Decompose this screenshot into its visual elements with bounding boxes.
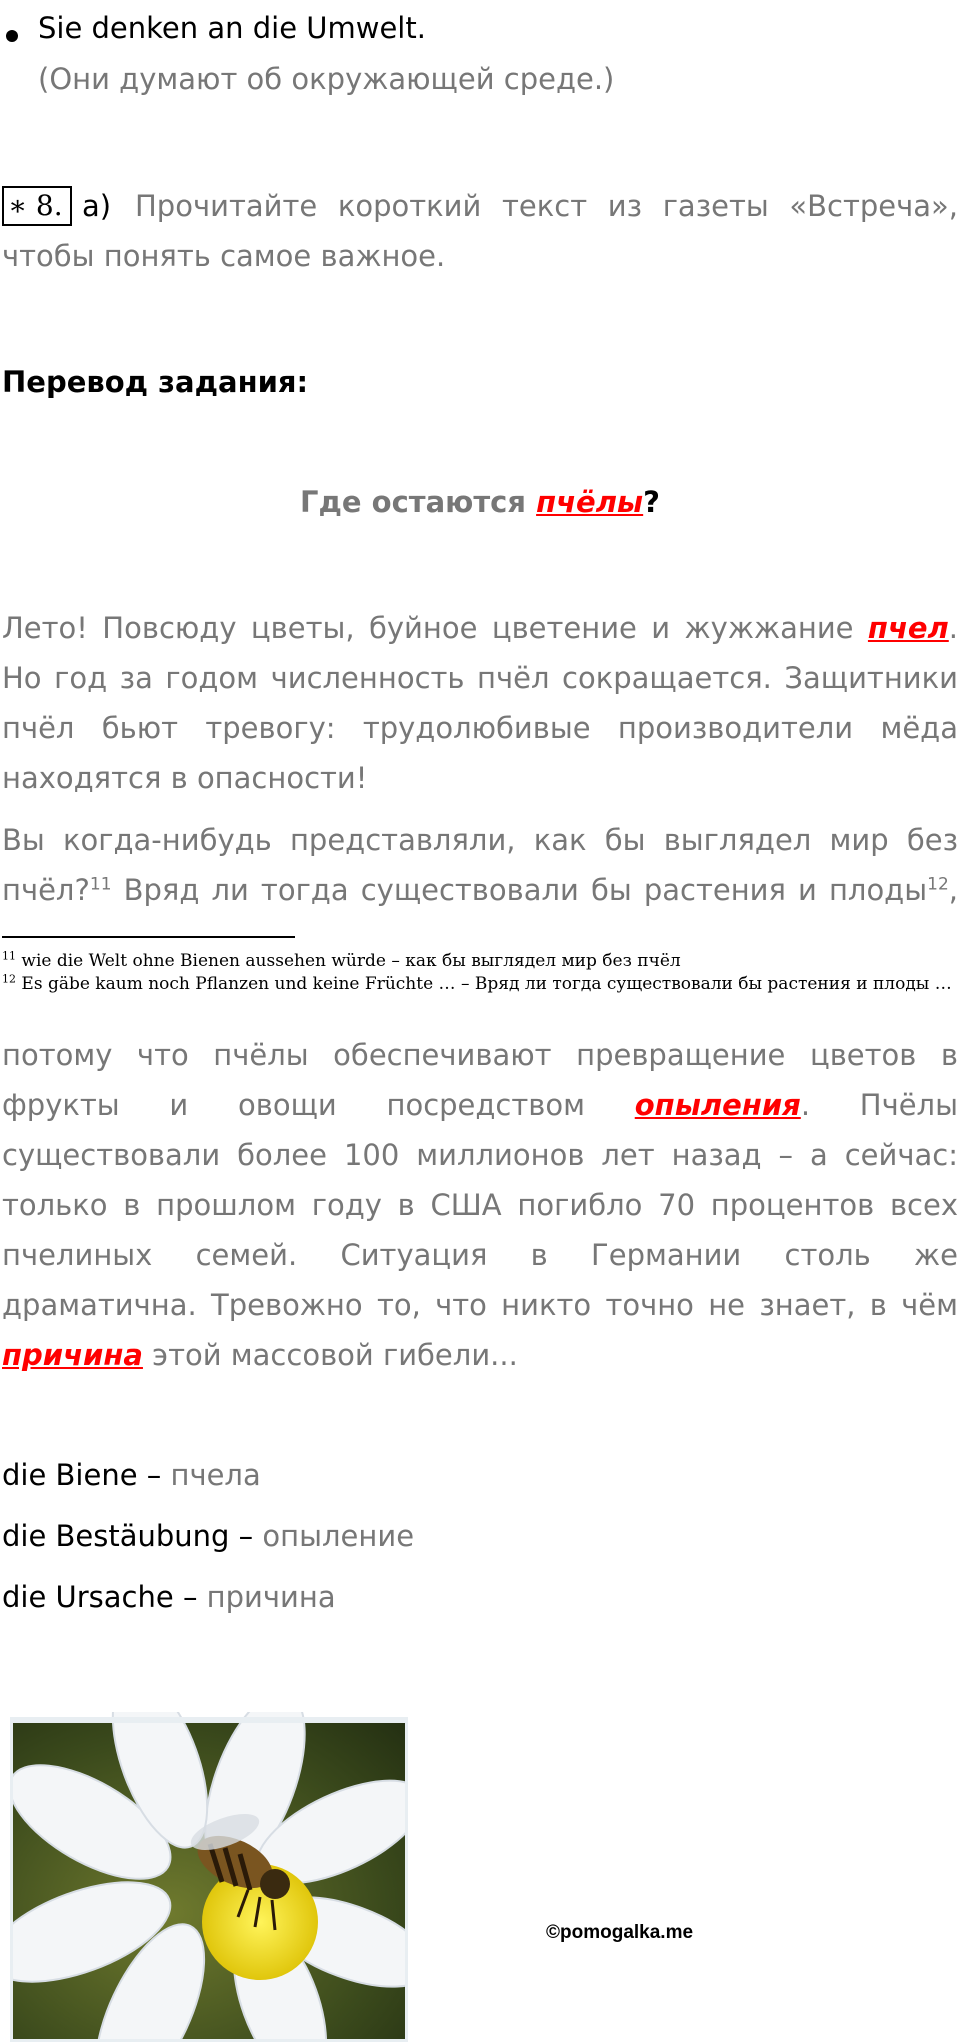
p2-line-1: Вы когда-нибудь представляли, как бы выглядел мир без [2, 823, 958, 857]
bullet-text: Sie denken an die Umwelt. [38, 11, 426, 45]
p1-line-1-highlight: пчел [867, 611, 949, 645]
footnote-12 [2, 973, 952, 996]
vocab-dash: – [137, 1458, 171, 1492]
p3-line-2-suffix: . Пчёлы [800, 1088, 958, 1122]
p1-line-3: пчёл бьют тревогу: трудолюбивые производители мёда [2, 711, 958, 745]
vocab-term: die Ursache [2, 1580, 174, 1614]
vocab-dash: – [173, 1580, 207, 1614]
task-letter: a) [82, 189, 112, 223]
p2-line-2 [2, 865, 958, 915]
p3-line-2-highlight: опыления [634, 1088, 801, 1122]
p3-line-7-suffix: этой массовой гибели... [142, 1338, 518, 1372]
vocab-term: die Bestäubung [2, 1519, 230, 1553]
p3-line-5: пчелиных семей. Ситуация в Германии столь же [2, 1238, 958, 1272]
task-number: ∗ 8. [8, 189, 63, 222]
p3-line-7-highlight: причина [2, 1338, 143, 1372]
task-line-2: чтобы понять самое важное. [2, 239, 446, 273]
vocab-meaning: пчела [170, 1458, 261, 1492]
p3-line-2-prefix: фрукты и овощи посредством [2, 1088, 635, 1122]
task-line-1: Прочитайте короткий текст из газеты «Встреча», [135, 189, 958, 223]
footnote-12-num: 12 [2, 972, 16, 986]
vocab-meaning: причина [206, 1580, 336, 1614]
p2-line-2-b: Вряд ли тогда существовали бы растения и плоды [111, 873, 928, 907]
p3-line-6: драматична. Тревожно то, что никто точно не знает, в чём [2, 1288, 958, 1322]
vocab-meaning: опыление [262, 1519, 415, 1553]
vocab-item [2, 1511, 414, 1561]
p1-line-1-prefix: Лето! Повсюду цветы, буйное цветение и жужжание [2, 611, 868, 645]
vocab-dash: – [229, 1519, 263, 1553]
p1-line-2: Но год за годом численность пчёл сокращается. Защитники [2, 661, 958, 695]
p2-line-2-c: , [948, 873, 958, 907]
p3-line-7 [2, 1330, 518, 1380]
watermark: ©pomogalka.me [546, 1922, 694, 1943]
footnote-ref-11: 11 [89, 874, 112, 895]
footnote-11-text: wie die Welt ohne Bienen aussehen würde – как бы выглядел мир без пчёл [16, 951, 681, 971]
p3-line-1: потому что пчёлы обеспечивают превращение цветов в [2, 1038, 958, 1072]
vocab-item [2, 1572, 336, 1622]
vocab-term: die Biene [2, 1458, 138, 1492]
footnote-divider [2, 936, 295, 938]
footnote-11-num: 11 [2, 949, 16, 963]
footnote-ref-12: 12 [927, 874, 949, 895]
footnote-11 [2, 950, 681, 973]
footnote-12-text: Es gäbe kaum noch Pflanzen und keine Früchte … – Вряд ли тогда существовали бы растения и плоды … [16, 974, 952, 994]
bullet-dot [6, 30, 18, 42]
bee-flower-photo [10, 1712, 408, 2042]
bee-flower-illustration [10, 1712, 408, 2042]
article-title [0, 480, 960, 524]
p1-line-1 [2, 603, 958, 653]
article-title-highlight: пчёлы [536, 485, 644, 519]
translation-heading: Перевод задания: [2, 365, 309, 399]
vocab-item [2, 1450, 261, 1500]
p1-line-1-suffix: . [948, 611, 958, 645]
article-title-suffix: ? [643, 485, 660, 519]
p3-line-2 [2, 1080, 958, 1130]
p3-line-4: только в прошлом году в США погибло 70 процентов всех [2, 1188, 958, 1222]
article-title-prefix: Где остаются [300, 485, 537, 519]
p1-line-4: находятся в опасности! [2, 761, 368, 795]
p2-line-2-a: пчёл? [2, 873, 90, 907]
p3-line-3: существовали более 100 миллионов лет назад – а сейчас: [2, 1138, 958, 1172]
bullet-translation: (Они думают об окружающей среде.) [38, 62, 615, 96]
